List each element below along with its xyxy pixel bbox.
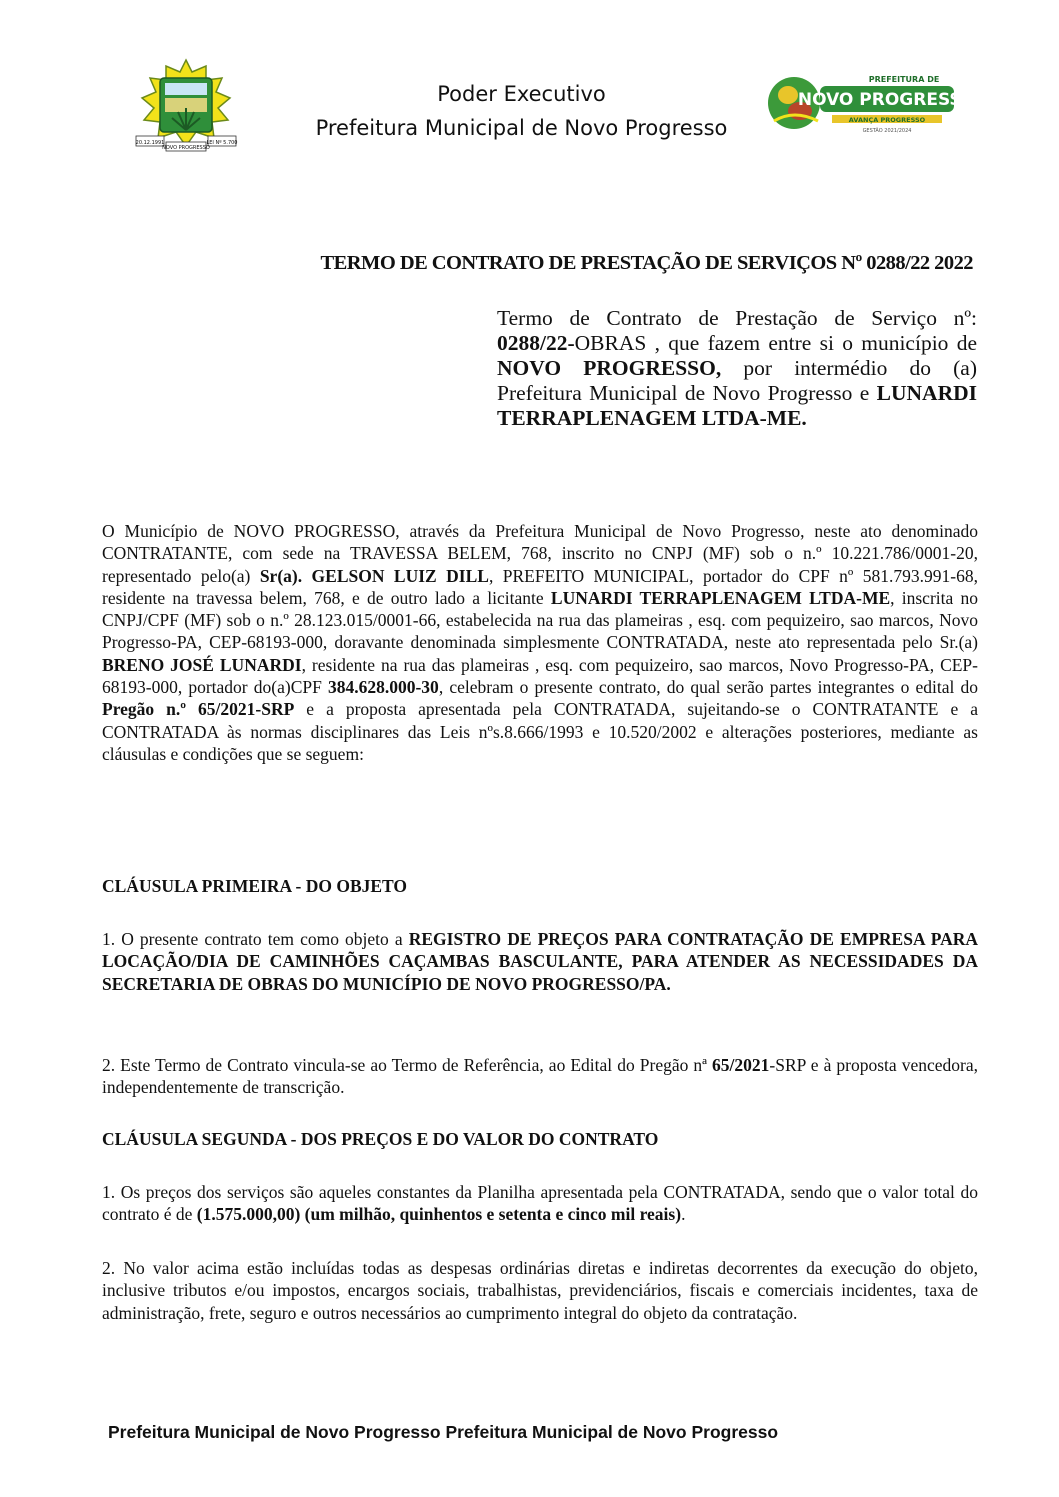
preamble-text-k: e a proposta apresentada pela CONTRATADA, sujeitando-se o CONTRATANTE e a CONTRATADA às normas disciplinares das Leis nºs.8.666/1993 e 10.520/2002 e alterações posteriores, mediante as cláusulas e condições que se seguem: <box>102 699 978 764</box>
clause-2-item-1-text-c: . <box>681 1204 686 1225</box>
clause-1-item-2-text-a: 2. Este Termo de Contrato vincula-se ao Termo de Referência, ao Edital do Pregão nª <box>102 1055 707 1075</box>
contract-summary <box>497 306 977 431</box>
brand-tagline: AVANÇA PROGRESSO <box>848 116 926 124</box>
preamble-text-g: , residente na rua das plameiras , esq. com pequizeiro, sao marcos, Novo Progresso-PA, CEP-68193-000, portador do(a)CPF <box>102 654 978 698</box>
crest-name: NOVO PROGRESSO <box>162 145 210 151</box>
pregao-number: 65/2021 <box>712 1055 770 1075</box>
representative-name: BRENO JOSÉ LUNARDI <box>102 654 302 675</box>
preamble-paragraph <box>102 520 978 765</box>
clause-1-item-2 <box>102 1054 978 1099</box>
summary-municipality: NOVO PROGRESSO, <box>497 356 722 380</box>
prefeitura-brand-logo <box>766 73 977 135</box>
clause-1-item-1 <box>102 928 978 995</box>
clause-1-heading: CLÁUSULA PRIMEIRA - DO OBJETO <box>102 876 408 896</box>
preamble-text-i: , celebram o presente contrato, do qual serão partes integrantes o edital do <box>438 677 978 698</box>
contractor-name: LUNARDI TERRAPLENAGEM LTDA-ME <box>550 587 891 608</box>
crest-left-date: 20.12.1991 <box>135 140 165 146</box>
summary-company: LUNARDI TERRAPLENAGEM LTDA-ME. <box>497 381 977 430</box>
preamble-text-a: O Município de NOVO PROGRESSO, através da Prefeitura Municipal de Novo Progresso, neste ato denominado CONTRATANTE, com sede na TRAVESSA BELEM, 768, inscrito no CNPJ (MF) sob o n.º 10.221.786/0001-20, representado pelo(a) <box>102 521 978 586</box>
clause-1-item-2-text-c: -SRP e à proposta vencedora, independentemente de transcrição. <box>102 1055 979 1098</box>
clause-2-heading: CLÁUSULA SEGUNDA - DOS PREÇOS E DO VALOR DO CONTRATO <box>102 1129 659 1149</box>
header-line-1: Poder Executivo <box>437 82 606 106</box>
preamble-text-e: , inscrita no CNPJ/CPF (MF) sob o n.º 28.123.015/0001-66, estabelecida na rua das plameiras , esq. com pequizeiro, sao marcos, Novo Progresso-PA, CEP-68193-000, doravante denominada simplesmente CONTRATADA, neste ato representada pelo Sr.(a) <box>102 587 978 653</box>
clause-2-item-1-text-a: 1. Os preços dos serviços são aqueles constantes da Planilha apresentada pela CONTRATADA, sendo que o valor total do contrato é de <box>102 1182 978 1225</box>
brand-main-text: NOVO PROGRESSO <box>797 90 977 110</box>
summary-contract-number: 0288/22- <box>497 331 575 355</box>
brand-top-text: PREFEITURA DE <box>868 75 940 84</box>
pregao-reference: Pregão n.º 65/2021-SRP <box>102 699 295 720</box>
clause-2-item-1 <box>102 1181 978 1226</box>
clause-1-item-1-text: 1. O presente contrato tem como objeto a <box>102 929 403 949</box>
crest-right-law: LEI Nº 5.700 <box>206 140 238 146</box>
summary-text-1: Termo de Contrato de Prestação de Serviço nº: <box>497 306 977 330</box>
mayor-name: Sr(a). GELSON LUIZ DILL <box>259 565 489 586</box>
clause-2-item-2: 2. No valor acima estão incluídas todas as despesas ordinárias diretas e indiretas decorrentes da execução do objeto, inclusive tributos e/ou impostos, encargos sociais, trabalhistas, previdenciários, fiscais e comerciais incidentes, taxa de administração, frete, seguro e outros necessários ao cumprimento integral do objeto da contratação. <box>102 1258 978 1323</box>
municipal-crest-logo <box>130 58 242 156</box>
contract-value: (1.575.000,00) (um milhão, quinhentos e setenta e cinco mil reais) <box>196 1204 682 1225</box>
summary-text-3: por intermédio do (a) Prefeitura Municipal de Novo Progresso e <box>497 356 977 405</box>
document-title: TERMO DE CONTRATO DE PRESTAÇÃO DE SERVIÇOS Nº 0288/22 2022 <box>320 252 973 274</box>
brand-period: GESTÃO 2021/2024 <box>862 128 912 134</box>
representative-cpf: 384.628.000-30 <box>327 677 439 698</box>
preamble-text-c: , PREFEITO MUNICIPAL, portador do CPF nº 581.793.991-68, residente na travessa belem, 768, e de outro lado a licitante <box>102 565 978 608</box>
page-footer: Prefeitura Municipal de Novo Progresso Prefeitura Municipal de Novo Progresso <box>108 1422 779 1442</box>
summary-text-2: OBRAS , que fazem entre si o município de <box>574 331 977 355</box>
header-line-2: Prefeitura Municipal de Novo Progresso <box>315 116 728 140</box>
contract-object: REGISTRO DE PREÇOS PARA CONTRATAÇÃO DE EMPRESA PARA LOCAÇÃO/DIA DE CAMINHÕES CAÇAMBAS BASCULANTE, PARA ATENDER AS NECESSIDADES DA SECRETARIA DE OBRAS DO MUNICÍPIO DE NOVO PROGRESSO/PA. <box>102 929 979 994</box>
